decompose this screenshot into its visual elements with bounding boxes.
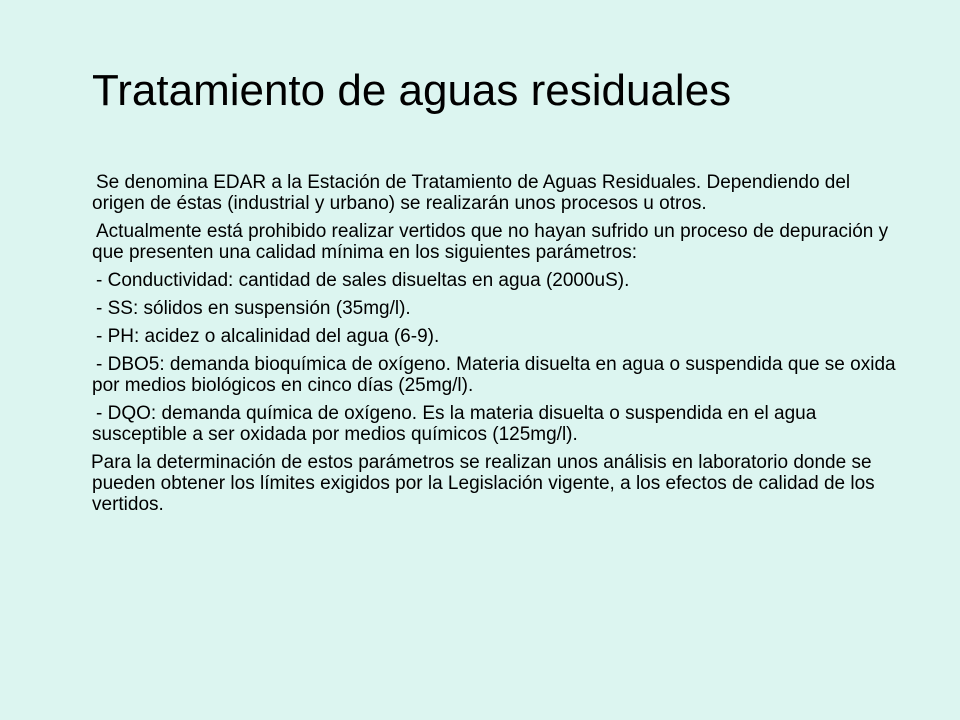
paragraph-analisis-laboratorio: Para la determinación de estos parámetros se realizan unos análisis en laboratorio donde se pueden obtener los límites exigidos por la Legislación vigente, a los efectos de calidad de los vertidos. (91, 452, 875, 515)
paragraph-edar-definition: Se denomina EDAR a la Estación de Tratamiento de Aguas Residuales. Dependiendo del origen de éstas (industrial y urbano) se realizarán unos procesos u otros. (92, 172, 851, 214)
slide-body (92, 172, 900, 522)
slide-title: Tratamiento de aguas residuales (92, 66, 732, 115)
parameter-dqo: - DQO: demanda química de oxígeno. Es la materia disuelta o suspendida en el agua susceptible a ser oxidada por medios químicos (125mg/l). (92, 403, 817, 445)
parameter-conductividad: - Conductividad: cantidad de sales disueltas en agua (2000uS). (96, 270, 630, 291)
parameter-ss: - SS: sólidos en suspensión (35mg/l). (96, 298, 411, 319)
parameter-ph: - PH: acidez o alcalinidad del agua (6-9). (96, 326, 440, 347)
paragraph-vertidos-prohibidos: Actualmente está prohibido realizar vertidos que no hayan sufrido un proceso de depuración y que presenten una calidad mínima en los siguientes parámetros: (92, 221, 889, 263)
parameter-dbo5: - DBO5: demanda bioquímica de oxígeno. Materia disuelta en agua o suspendida que se oxida por medios biológicos en cinco días (25mg/l). (92, 354, 896, 396)
